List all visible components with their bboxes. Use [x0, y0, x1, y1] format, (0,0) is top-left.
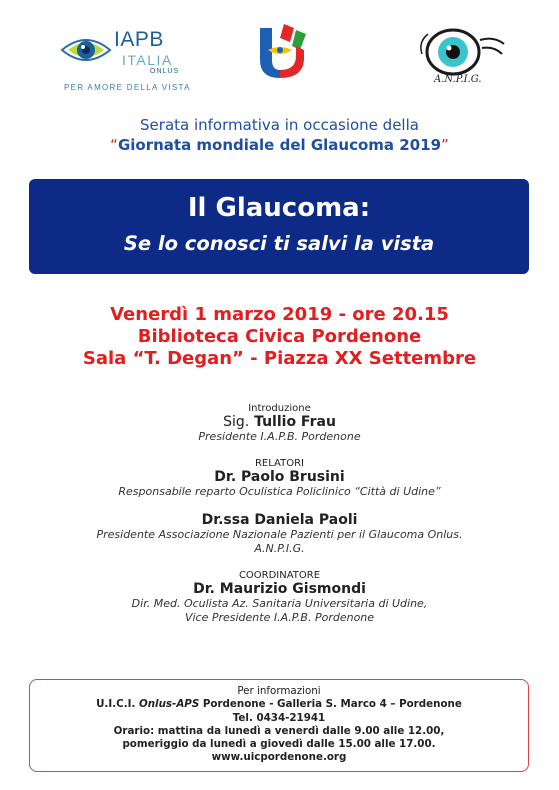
- speakers-section: [0, 403, 559, 625]
- event-name: Giornata mondiale del Glaucoma 2019: [117, 136, 442, 154]
- intro-speaker-name: Tullio Frau: [254, 414, 336, 430]
- intro-heading: [0, 116, 559, 154]
- coordinator-label: COORDINATORE: [238, 570, 321, 581]
- info-org-c: Pordenone - Galleria S. Marco 4 – Pordenone: [199, 698, 462, 711]
- anpig-logo: [408, 24, 518, 104]
- intro-label: Introduzione: [248, 403, 311, 414]
- info-organization: [30, 698, 528, 711]
- event-date: Venerdì 1 marzo 2019 - ore 20.15: [110, 304, 449, 325]
- coordinator-role-2: Vice Presidente I.A.P.B. Pordenone: [184, 611, 375, 624]
- coordinator-name: Dr. Maurizio Gismondi: [193, 581, 366, 597]
- iapb-eye-icon: [60, 28, 112, 72]
- speaker-1-role: Responsabile reparto Oculistica Policlinico “Città di Udine”: [118, 485, 441, 498]
- intro-line-1: Serata informativa in occasione della: [140, 116, 419, 134]
- speaker-2-name: Dr.ssa Daniela Paoli: [201, 512, 358, 528]
- iapb-logo: [60, 26, 210, 96]
- speakers-label: RELATORI: [254, 458, 304, 469]
- iapb-title: IAPB: [114, 28, 164, 51]
- coordinator-role-1: Dir. Med. Oculista Az. Sanitaria Universitaria di Udine,: [131, 597, 428, 610]
- info-label: Per informazioni: [237, 685, 321, 697]
- info-hours-2: pomeriggio da lunedì a giovedì dalle 15.00 alle 17.00.: [122, 738, 436, 751]
- iapb-subtitle: ITALIA: [122, 52, 173, 68]
- speaker-2-role-1: Presidente Associazione Nazionale Pazienti per il Glaucoma Onlus.: [96, 528, 463, 541]
- event-details: [0, 304, 559, 370]
- banner-title: Il Glaucoma:: [187, 193, 371, 223]
- title-banner: [29, 179, 529, 274]
- speaker-1-name: Dr. Paolo Brusini: [214, 469, 345, 485]
- info-box: [29, 679, 529, 772]
- info-telephone: Tel. 0434-21941: [232, 711, 326, 724]
- iapb-onlus: ONLUS: [150, 68, 180, 75]
- info-org-a: U.I.C.I.: [96, 698, 139, 711]
- intro-prefix: Sig.: [223, 414, 250, 430]
- info-hours-1: Orario: mattina da lunedì a venerdì dalle 9.00 alle 12.00,: [113, 724, 445, 737]
- event-room: Sala “T. Degan” - Piazza XX Settembre: [82, 348, 477, 369]
- intro-speaker: [0, 414, 559, 430]
- speaker-2-role-2: A.N.P.I.G.: [254, 542, 305, 555]
- info-org-b: Onlus-APS: [138, 698, 200, 711]
- intro-line-2: “Giornata mondiale del Glaucoma 2019”: [110, 136, 449, 154]
- uici-emblem-icon: [250, 20, 330, 95]
- info-website[interactable]: www.uicpordenone.org: [211, 751, 347, 764]
- banner-subtitle: Se lo conosci ti salvi la vista: [123, 232, 435, 255]
- iapb-tagline: PER AMORE DELLA VISTA: [64, 83, 191, 92]
- uici-logo: [250, 20, 330, 95]
- intro-speaker-role: Presidente I.A.P.B. Pordenone: [198, 430, 361, 443]
- event-place: Biblioteca Civica Pordenone: [137, 326, 422, 347]
- logo-row: [0, 20, 559, 100]
- anpig-label: A.N.P.I.G.: [434, 74, 482, 85]
